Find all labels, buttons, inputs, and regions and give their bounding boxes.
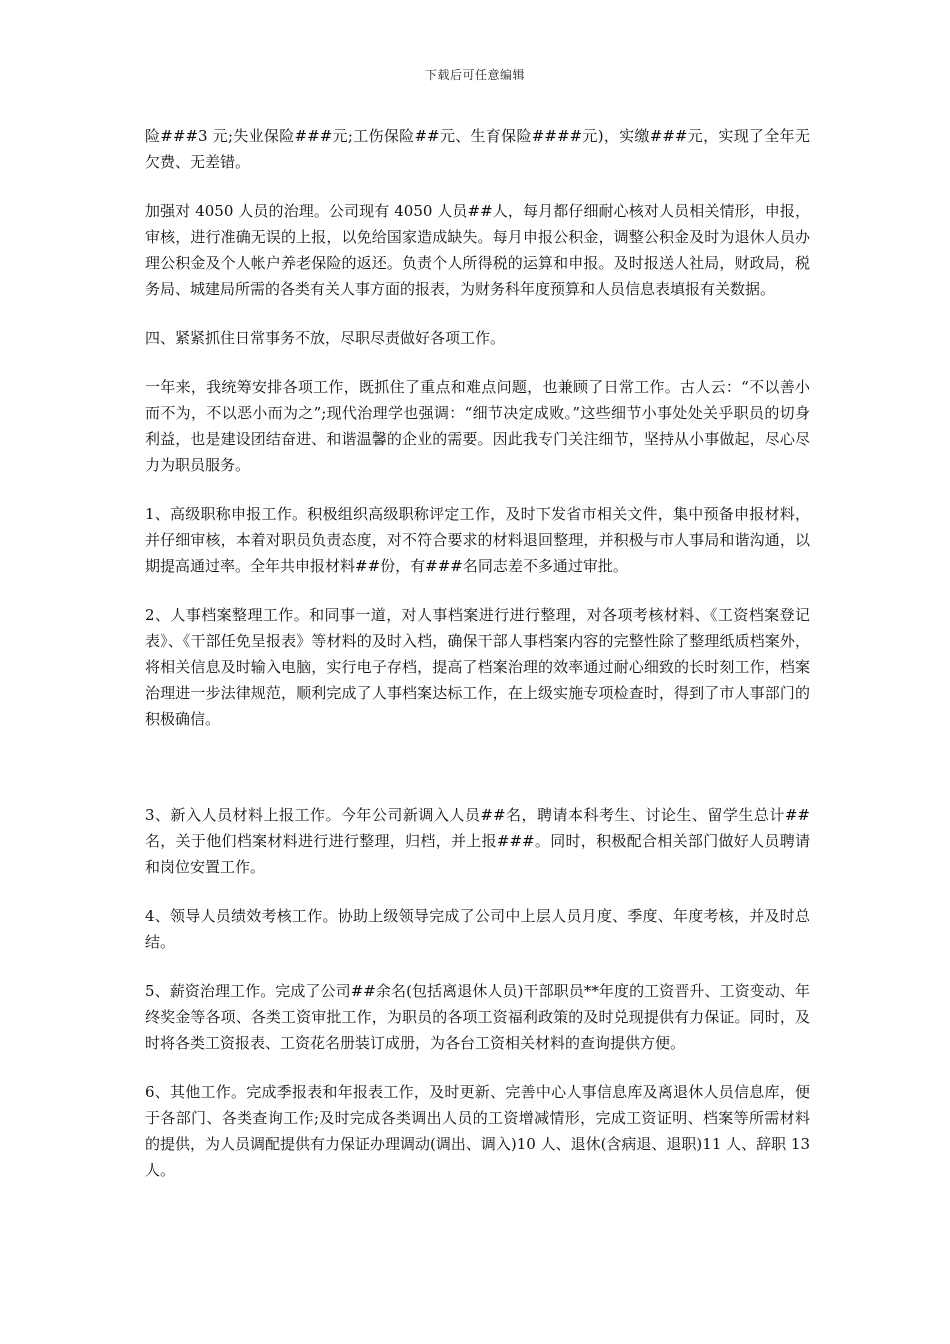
paragraph-item-6: 6、其他工作。完成季报表和年报表工作，及时更新、完善中心人事信息库及离退休人员信息库，便于各部门、各类查询工作;及时完成各类调出人员的工资增减情形，完成工资证明、档案等所需材料的提供，为人员调配提供有力保证办理调动(调出、调入)10 人、退休(含病退、退职)11 人、辞职 13 人。	[145, 1083, 810, 1179]
paragraph-item-2: 2、人事档案整理工作。和同事一道，对人事档案进行进行整理，对各项考核材料、《工资档案登记表》、《干部任免呈报表》等材料的及时入档，确保干部人事档案内容的完整性除了整理纸质档案外，将相关信息及时输入电脑，实行电子存档，提高了档案治理的效率通过耐心细致的长时刻工作，档案治理进一步法律规范，顺利完成了人事档案达标工作，在上级实施专项检查时，得到了市人事部门的积极确信。	[145, 606, 810, 728]
paragraph-item-4: 4、领导人员绩效考核工作。协助上级领导完成了公司中上层人员月度、季度、年度考核，并及时总结。	[145, 907, 810, 951]
paragraph-daily-work: 一年来，我统筹安排各项工作，既抓住了重点和难点问题，也兼顾了日常工作。古人云：“不以善小而不为，不以恶小而为之”;现代治理学也强调：“细节决定成败。”这些细节小事处处关乎职员的切身利益，也是建设团结奋进、和谐温馨的企业的需要。因此我专门关注细节，坚持从小事做起，尽心尽力为职员服务。	[145, 378, 810, 474]
page-header: 下载后可任意编辑	[424, 68, 525, 82]
paragraph-item-5: 5、薪资治理工作。完成了公司##余名(包括离退休人员)干部职员**年度的工资晋升、工资变动、年终奖金等各项、各类工资审批工作，为职员的各项工资福利政策的及时兑现提供有力保证。同时，及时将各类工资报表、工资花名册装订成册，为各台工资相关材料的查询提供方便。	[145, 982, 810, 1052]
document-body	[145, 123, 810, 1206]
section-heading-four: 四、紧紧抓住日常事务不放，尽职尽责做好各项工作。	[145, 329, 506, 347]
paragraph-item-3: 3、新入人员材料上报工作。今年公司新调入人员##名，聘请本科考生、讨论生、留学生总计##名，关于他们档案材料进行进行整理，归档，并上报###。同时，积极配合相关部门做好人员聘请和岗位安置工作。	[145, 806, 810, 876]
paragraph-item-1: 1、高级职称申报工作。积极组织高级职称评定工作，及时下发省市相关文件，集中预备申报材料，并仔细审核，本着对职员负责态度，对不符合要求的材料退回整理，并积极与市人事局和谐沟通，以期提高通过率。全年共申报材料##份，有###名同志差不多通过审批。	[145, 505, 810, 575]
page-gap	[145, 755, 810, 802]
paragraph-4050-management: 加强对 4050 人员的治理。公司现有 4050 人员##人，每月都仔细耐心核对人员相关情形，申报，审核，进行准确无误的上报，以免给国家造成缺失。每月申报公积金，调整公积金及时为退休人员办理公积金及个人帐户养老保险的返还。负责个人所得税的运算和申报。及时报送人社局，财政局，税务局、城建局所需的各类有关人事方面的报表，为财务科年度预算和人员信息表填报有关数据。	[145, 202, 810, 298]
paragraph-insurance-summary: 险###3 元;失业保险###元;工伤保险##元、生育保险####元)，实缴###元，实现了全年无欠费、无差错。	[145, 127, 810, 171]
